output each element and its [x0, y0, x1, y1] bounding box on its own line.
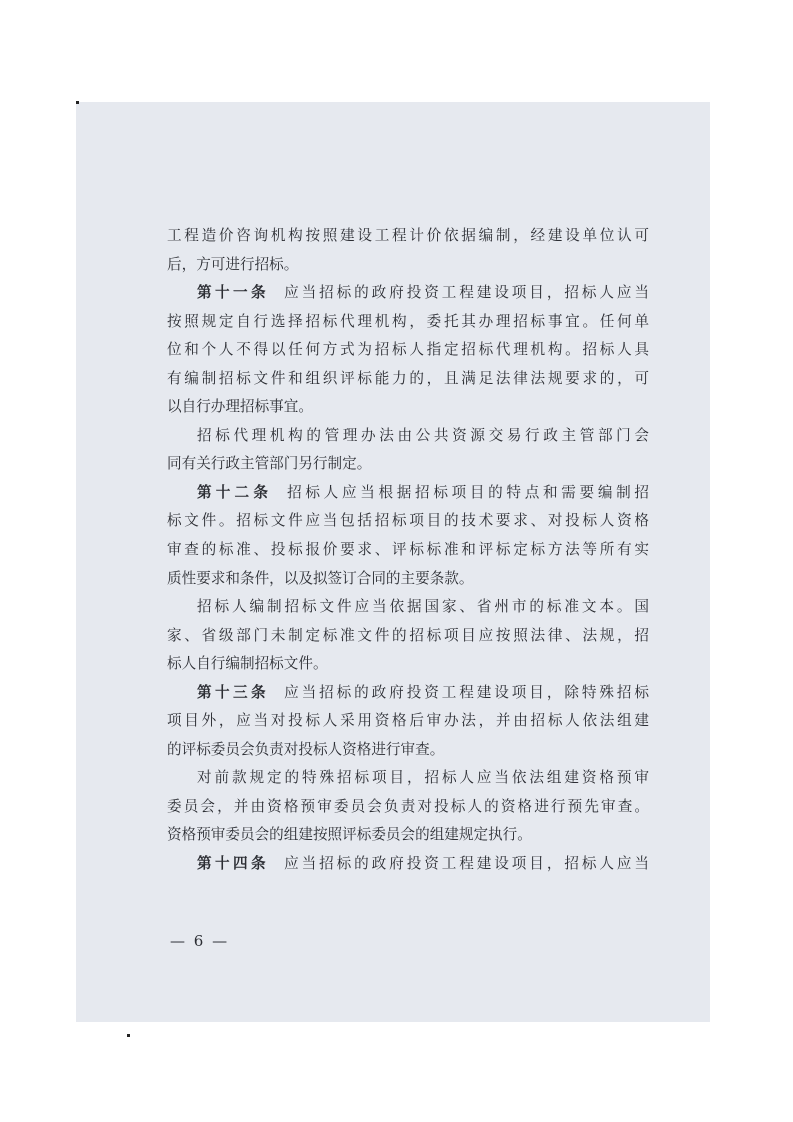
text-line: [167, 536, 649, 565]
line-text: 应当招标的政府投资工程建设项目，招标人应当: [284, 855, 649, 873]
text-line: [167, 336, 649, 365]
line-text: 质性要求和条件，以及拟签订合同的主要条款。: [167, 569, 474, 587]
line-text: 招标人编制招标文件应当依据国家、省州市的标准文本。国: [197, 598, 649, 616]
article-heading-line: [167, 279, 649, 308]
text-line: [167, 593, 649, 622]
article-label: 第十一条: [197, 284, 270, 302]
text-line: [167, 365, 649, 394]
text-line: [167, 821, 649, 850]
text-line: [167, 450, 649, 479]
line-text: 位和个人不得以任何方式为招标人指定招标代理机构。招标人具: [167, 341, 649, 359]
line-text: 应当招标的政府投资工程建设项目，除特殊招标: [284, 683, 649, 701]
article-label: 第十三条: [197, 683, 270, 701]
body-text: [167, 222, 649, 879]
article-heading-line: [167, 850, 649, 879]
line-text: 后，方可进行招标。: [167, 255, 299, 273]
text-line: [167, 222, 649, 251]
article-label: 第十二条: [197, 483, 273, 501]
line-text: 对前款规定的特殊招标项目，招标人应当依法组建资格预审: [197, 769, 649, 787]
line-text: 委员会，并由资格预审委员会负责对投标人的资格进行预先审查。: [167, 797, 649, 815]
text-line: [167, 650, 649, 679]
text-line: [167, 308, 649, 337]
line-text: 标文件。招标文件应当包括招标项目的技术要求、对投标人资格: [167, 512, 649, 530]
line-text: 的评标委员会负责对投标人资格进行审查。: [167, 740, 445, 758]
text-line: [167, 507, 649, 536]
line-text: 同有关行政主管部门另行制定。: [167, 455, 372, 473]
page-number: — 6 —: [170, 932, 230, 950]
line-text: 审查的标准、投标报价要求、评标标准和评标定标方法等所有实: [167, 541, 649, 559]
line-text: 按照规定自行选择招标代理机构，委托其办理招标事宜。任何单: [167, 312, 649, 330]
scan-mark-top: [76, 101, 79, 104]
line-text: 应当招标的政府投资工程建设项目，招标人应当: [284, 284, 649, 302]
text-line: [167, 565, 649, 594]
line-text: 招标人应当根据招标项目的特点和需要编制招: [287, 483, 649, 501]
text-line: [167, 764, 649, 793]
text-line: [167, 793, 649, 822]
line-text: 资格预审委员会的组建按照评标委员会的组建规定执行。: [167, 826, 532, 844]
text-line: [167, 707, 649, 736]
line-text: 项目外，应当对投标人采用资格后审办法，并由招标人依法组建: [167, 712, 649, 730]
text-line: [167, 736, 649, 765]
line-text: 招标代理机构的管理办法由公共资源交易行政主管部门会: [197, 426, 649, 444]
text-line: [167, 622, 649, 651]
line-text: 家、省级部门未制定标准文件的招标项目应按照法律、法规，招: [167, 626, 649, 644]
line-text: 标人自行编制招标文件。: [167, 655, 328, 673]
text-line: [167, 251, 649, 280]
line-text: 工程造价咨询机构按照建设工程计价依据编制，经建设单位认可: [167, 227, 649, 244]
line-text: 有编制招标文件和组织评标能力的，且满足法律法规要求的，可: [167, 369, 649, 387]
text-line: [167, 393, 649, 422]
article-heading-line: [167, 679, 649, 708]
article-heading-line: [167, 479, 649, 508]
text-line: [167, 422, 649, 451]
scan-mark-bottom: [127, 1034, 130, 1037]
article-label: 第十四条: [197, 855, 270, 873]
line-text: 以自行办理招标事宜。: [167, 398, 313, 416]
